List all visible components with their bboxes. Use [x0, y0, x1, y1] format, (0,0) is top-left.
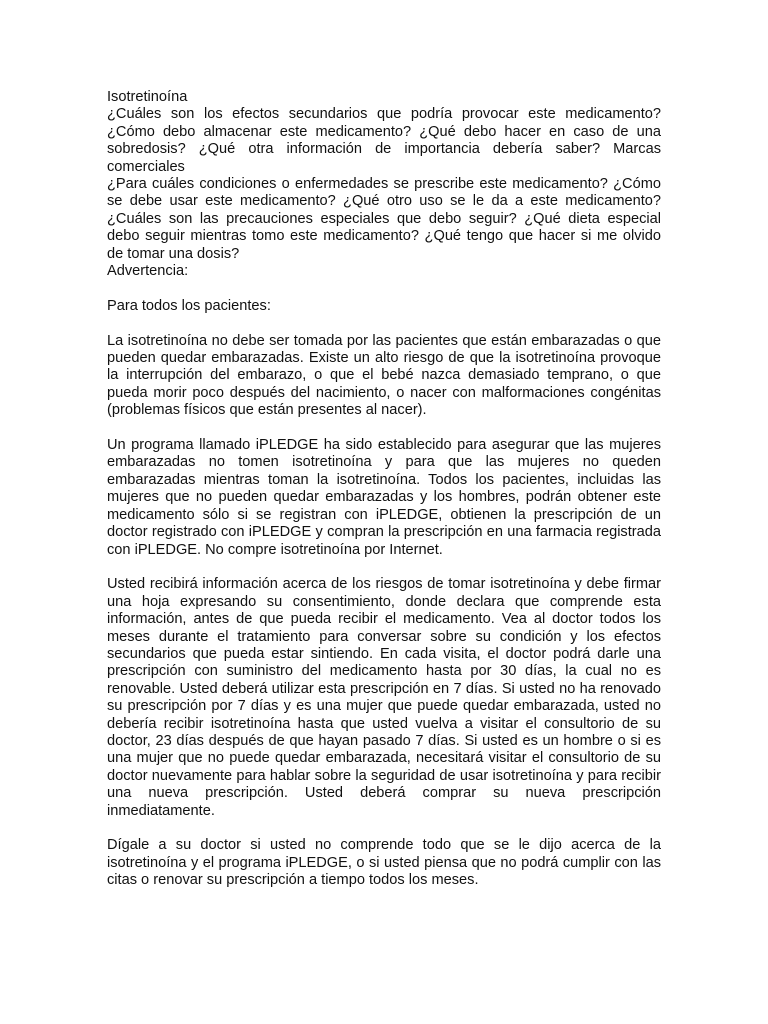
document-page [107, 89, 661, 907]
contents-links-1[interactable]: ¿Cuáles son los efectos secundarios que podría provocar este medicamento? ¿Cómo debo almacenar este medicamento? ¿Qué debo hacer en caso de una sobredosis? ¿Qué otra información de importancia debería saber? Marcas comerciales [107, 106, 661, 175]
spacer [107, 280, 661, 297]
paragraph-consent-visits: Usted recibirá información acerca de los riesgos de tomar isotretinoína y debe firmar una hoja expresando su consentimiento, donde declara que comprende esta información, antes de que pueda recibir el medicamento. Vea al doctor todos los meses durante el tratamiento para conversar sobre su condición y los efectos secundarios que pueda estar sintiendo. En cada visita, el doctor podrá darle una prescripción con suministro del medicamento hasta por 30 días, la cual no es renovable. Usted deberá utilizar esta prescripción en 7 días. Si usted no ha renovado su prescripción por 7 días y es una mujer que puede quedar embarazada, usted no debería recibir isotretinoína hasta que usted vuelva a visitar el consultorio de su doctor, 23 días después de que hayan pasado 7 días. Si usted es un hombre o si es una mujer que no puede quedar embarazada, necesitará visitar el consultorio de su doctor nuevamente para hablar sobre la seguridad de usar isotretinoína y para recibir una nueva prescripción. Usted deberá comprar su nueva prescripción inmediatamente. [107, 576, 661, 819]
paragraph-pregnancy-risk: La isotretinoína no debe ser tomada por las pacientes que están embarazadas o que pueden quedar embarazadas. Existe un alto riesgo de que la isotretinoína provoque la interrupción del embarazo, o que el bebé nazca demasiado temprano, o que pueda morir poco después del nacimiento, o nacer con malformaciones congénitas (problemas físicos que están presentes al nacer). [107, 332, 661, 419]
paragraph-tell-doctor: Dígale a su doctor si usted no comprende todo que se le dijo acerca de la isotretinoína y el programa iPLEDGE, o si usted piensa que no podrá cumplir con las citas o renovar su prescripción a tiempo todos los meses. [107, 837, 661, 889]
audience-heading: Para todos los pacientes: [107, 297, 271, 314]
warning-heading: Advertencia: [107, 263, 189, 280]
contents-links-2[interactable]: ¿Para cuáles condiciones o enfermedades se prescribe este medicamento? ¿Cómo se debe usar este medicamento? ¿Qué otro uso se le da a este medicamento? ¿Cuáles son las precauciones especiales que debo seguir? ¿Qué dieta especial debo seguir mientras tomo este medicamento? ¿Qué tengo que hacer si me olvido de tomar una dosis? [107, 176, 661, 262]
paragraph-ipledge-program: Un programa llamado iPLEDGE ha sido establecido para asegurar que las mujeres embarazadas no tomen isotretinoína y para que las mujeres no queden embarazadas mientras toman la isotretinoína. Todos los pacientes, incluidas las mujeres que no pueden quedar embarazadas y los hombres, podrán obtener este medicamento sólo si se registran con iPLEDGE, obtienen la prescripción de un doctor registrado con iPLEDGE y compran la prescripción en una farmacia registrada con iPLEDGE. No compre isotretinoína por Internet. [107, 437, 661, 558]
document-title: Isotretinoína [107, 89, 188, 105]
